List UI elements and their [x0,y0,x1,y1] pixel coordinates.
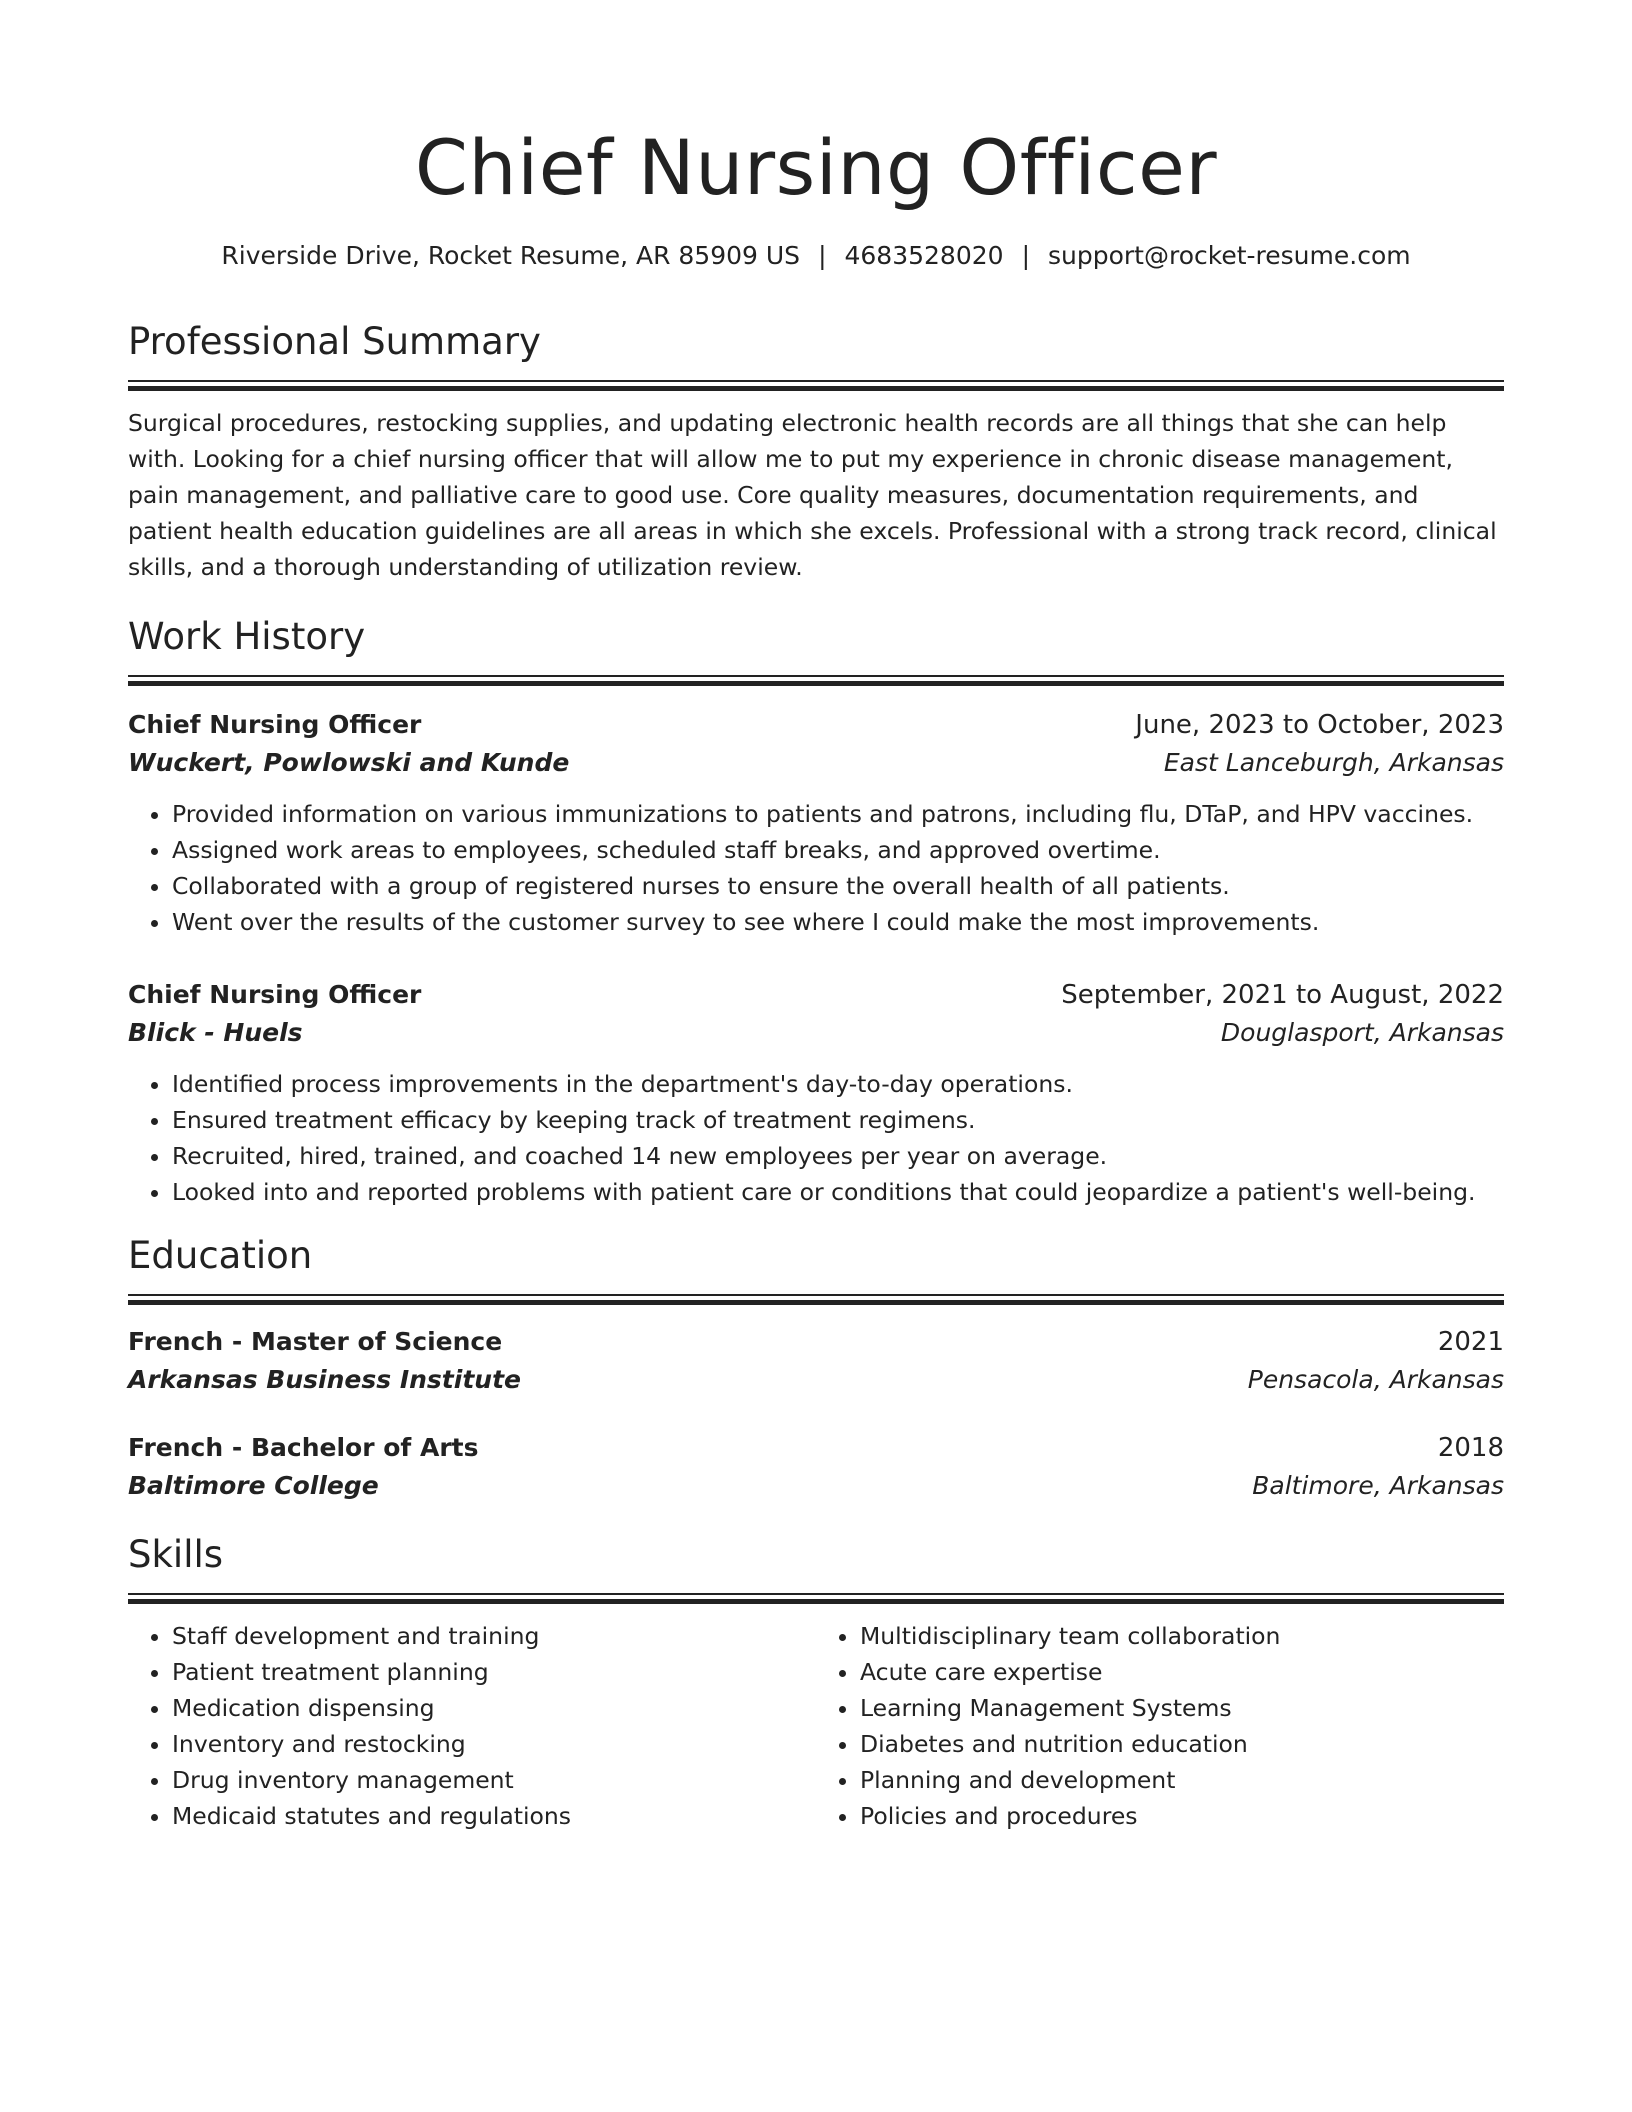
job-title: Chief Nursing Officer [128,980,422,1009]
section-divider [128,1593,1504,1604]
skills-section [128,1531,1504,1834]
job-bullets [128,1066,1504,1210]
skill-item: • Policies and procedures [860,1798,1504,1834]
job-title: Chief Nursing Officer [128,710,422,739]
job-location: Douglasport, Arkansas [1220,1018,1504,1047]
section-divider [128,1294,1504,1305]
contact-address: Riverside Drive, Rocket Resume, AR 85909 US [221,241,801,270]
summary-title: Professional Summary [128,320,541,363]
list-item: • Ensured treatment efficacy by keeping track of treatment regimens. [172,1102,1504,1138]
skill-item: • Planning and development [860,1762,1504,1798]
skill-item: • Acute care expertise [860,1654,1504,1690]
list-item: • Provided information on various immunizations to patients and patrons, including flu, DTaP, and HPV vaccines. [172,796,1504,832]
work-history-section [128,613,1504,1210]
contact-line [128,238,1504,274]
skill-item: • Staff development and training [172,1618,816,1654]
skill-item: • Multidisciplinary team collaboration [860,1618,1504,1654]
skill-item: • Medicaid statutes and regulations [172,1798,816,1834]
education-title: Education [128,1234,313,1277]
list-item: • Collaborated with a group of registered nurses to ensure the overall health of all patients. [172,868,1504,904]
section-divider [128,380,1504,391]
contact-separator: | [818,241,827,270]
skills-title: Skills [128,1533,224,1576]
summary-section [128,318,1504,585]
skills-list-right [816,1618,1504,1834]
contact-email: support@rocket-resume.com [1048,241,1411,270]
education-school: Arkansas Business Institute [128,1365,521,1394]
education-entry [128,1429,1504,1505]
job-location: East Lanceburgh, Arkansas [1163,748,1504,777]
skills-list-left [128,1618,816,1834]
education-section [128,1232,1504,1505]
education-location: Baltimore, Arkansas [1252,1471,1504,1500]
skill-item: • Medication dispensing [172,1690,816,1726]
list-item: • Went over the results of the customer survey to see where I could make the most improvements. [172,904,1504,940]
education-year: 2018 [1437,1433,1504,1463]
education-school: Baltimore College [128,1471,379,1500]
resume-name: Chief Nursing Officer [414,123,1218,212]
list-item: • Looked into and reported problems with patient care or conditions that could jeopardize a patient's well-being. [172,1174,1504,1210]
contact-separator: | [1021,241,1030,270]
education-location: Pensacola, Arkansas [1247,1365,1504,1394]
job-employer: Blick - Huels [128,1018,303,1047]
summary-text: Surgical procedures, restocking supplies, and updating electronic health records are all things that she can help with. Looking for a chief nursing officer that will allow me to put my experience in chronic disease management, pain management, and palliative care to good use. Core quality measures, documentation requirements, and patient health education guidelines are all areas in which she excels. Professional with a strong track record, clinical skills, and a thorough understanding of utilization review. [128,409,1497,581]
skill-item: • Diabetes and nutrition education [860,1726,1504,1762]
job-employer: Wuckert, Powlowski and Kunde [128,748,570,777]
section-divider [128,675,1504,686]
job-dates: June, 2023 to October, 2023 [1135,710,1504,740]
skill-item: • Inventory and restocking [172,1726,816,1762]
education-degree: French - Master of Science [128,1327,503,1356]
job-entry [128,706,1504,940]
skill-item: • Patient treatment planning [172,1654,816,1690]
skill-item: • Drug inventory management [172,1762,816,1798]
skill-item: • Learning Management Systems [860,1690,1504,1726]
job-bullets [128,796,1504,940]
skills-columns [128,1618,1504,1834]
list-item: • Identified process improvements in the department's day-to-day operations. [172,1066,1504,1102]
job-dates: September, 2021 to August, 2022 [1061,980,1504,1010]
education-entry [128,1323,1504,1399]
work-history-title: Work History [128,615,366,658]
contact-phone: 4683528020 [844,241,1004,270]
education-year: 2021 [1437,1327,1504,1357]
job-entry [128,976,1504,1210]
list-item: • Recruited, hired, trained, and coached 14 new employees per year on average. [172,1138,1504,1174]
education-degree: French - Bachelor of Arts [128,1433,479,1462]
list-item: • Assigned work areas to employees, scheduled staff breaks, and approved overtime. [172,832,1504,868]
